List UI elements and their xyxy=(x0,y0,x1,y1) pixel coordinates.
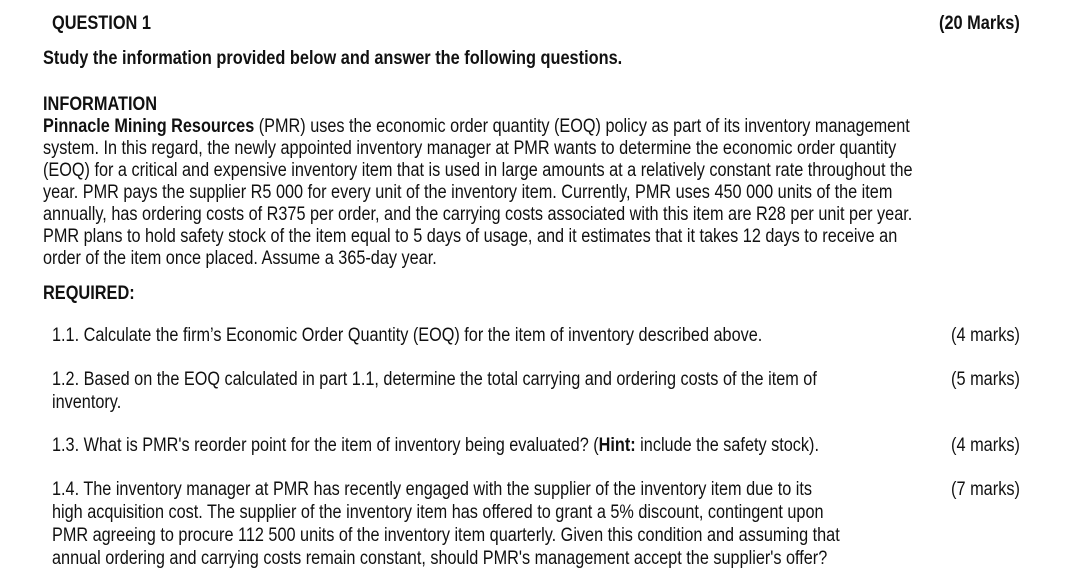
question-1-2-text: 1.2. Based on the EOQ calculated in part 1.1, determine the total carrying and ordering costs of the item of xyxy=(52,369,817,390)
question-1-3-marks: (4 marks) xyxy=(951,435,1021,456)
question-1-4-marks: (7 marks) xyxy=(951,479,1021,500)
company-name: Pinnacle Mining Resources xyxy=(43,116,255,137)
question-1-2-marks: (5 marks) xyxy=(951,369,1021,390)
question-1-4-text: annual ordering and carrying costs remain constant, should PMR's management accept the supplier's offer? xyxy=(52,548,828,569)
instruction-text xyxy=(43,48,716,70)
information-line: system. In this regard, the newly appointed inventory manager at PMR wants to determine the economic order quantity xyxy=(43,138,897,159)
question-1-4-text: 1.4. The inventory manager at PMR has recently engaged with the supplier of the inventory item due to its xyxy=(52,479,813,500)
information-line-text: (PMR) uses the economic order quantity (EOQ) policy as part of its inventory management xyxy=(254,116,910,137)
question-1-3-text-before: 1.3. What is PMR's reorder point for the item of inventory being evaluated? ( xyxy=(52,435,599,456)
information-line xyxy=(43,116,910,138)
question-1-3-text xyxy=(52,435,819,457)
information-paragraph xyxy=(43,116,1043,270)
total-marks xyxy=(939,13,1033,35)
instruction-line: Study the information provided below and answer the following questions. xyxy=(43,48,623,69)
question-title-text: QUESTION 1 xyxy=(52,13,151,34)
information-heading xyxy=(43,94,176,116)
question-1-4-text: PMR agreeing to procure 112 500 units of the inventory item quarterly. Given this condition and assuming that xyxy=(52,525,840,546)
information-line: annually, has ordering costs of R375 per order, and the carrying costs associated with this item are R28 per unit per year. xyxy=(43,204,913,225)
total-marks-text: (20 Marks) xyxy=(939,13,1020,34)
required-heading xyxy=(43,283,150,305)
question-1-4-text: high acquisition cost. The supplier of the inventory item has offered to grant a 5% discount, contingent upon xyxy=(52,502,824,523)
question-1-1-text: 1.1. Calculate the firm’s Economic Order Quantity (EOQ) for the item of inventory described above. xyxy=(52,325,763,346)
question-1-2-text: inventory. xyxy=(52,392,122,413)
question-1-3-text-after: include the safety stock). xyxy=(635,435,819,456)
required-heading-text: REQUIRED: xyxy=(43,283,135,304)
information-line: PMR plans to hold safety stock of the item equal to 5 days of usage, and it estimates that it takes 12 days to receive an xyxy=(43,226,898,247)
information-line: order of the item once placed. Assume a 365-day year. xyxy=(43,248,437,269)
question-title xyxy=(52,13,167,35)
information-line: year. PMR pays the supplier R5 000 for every unit of the inventory item. Currently, PMR uses 450 000 units of the item xyxy=(43,182,893,203)
information-heading-text: INFORMATION xyxy=(43,94,158,115)
question-1-1-marks: (4 marks) xyxy=(951,325,1021,346)
hint-label: Hint: xyxy=(598,435,636,456)
information-line: (EOQ) for a critical and expensive inventory item that is used in large amounts at a relatively constant rate throughout the xyxy=(43,160,913,181)
